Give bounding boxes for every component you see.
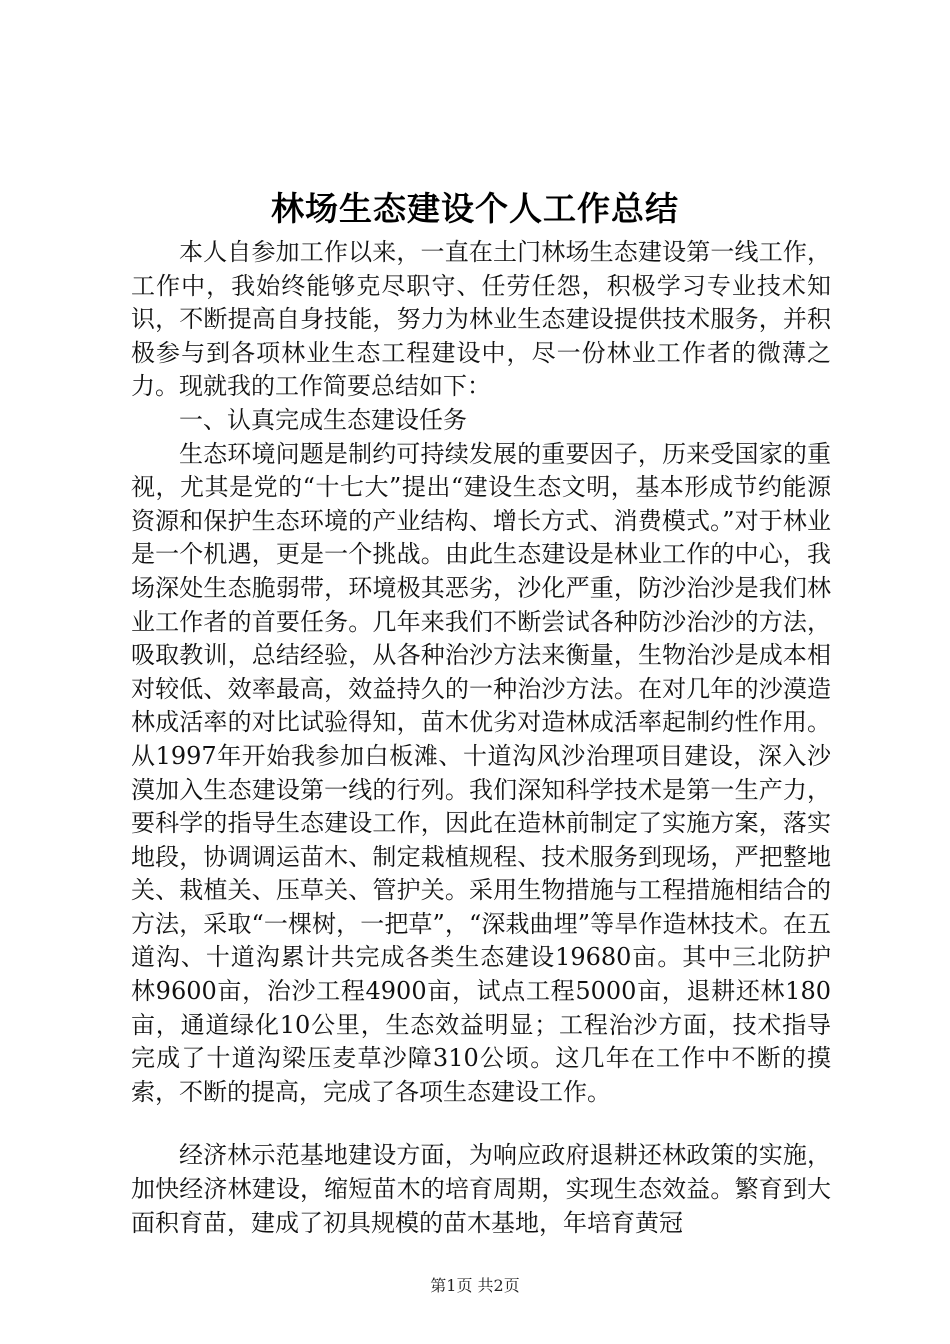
intro-paragraph: 本人自参加工作以来，一直在土门林场生态建设第一线工作，工作中，我始终能够克尽职守、任劳任怨，积极学习专业技术知识，不断提高自身技能，努力为林业生态建设提供技术服务，并积极参与到各项林业生态工程建设中，尽一份林业工作者的微薄之力。现就我的工作简要总结如下： (131, 238, 831, 401)
document-title: 林场生态建设个人工作总结 (271, 189, 679, 228)
page-footer: 第1页 共2页 (430, 1276, 520, 1295)
body-paragraph: 经济林示范基地建设方面，为响应政府退耕还林政策的实施，加快经济林建设，缩短苗木的培育周期，实现生态效益。繁育到大面积育苗，建成了初具规模的苗木基地，年培育黄冠 (131, 1141, 831, 1237)
section-heading: 一、认真完成生态建设任务 (179, 405, 467, 434)
document-body (131, 236, 831, 1240)
body-paragraph: 生态环境问题是制约可持续发展的重要因子，历来受国家的重视，尤其是党的“十七大”提出“建设生态文明，基本形成节约能源资源和保护生态环境的产业结构、增长方式、消费模式。”对于林业是一个机遇，更是一个挑战。由此生态建设是林业工作的中心，我场深处生态脆弱带，环境极其恶劣，沙化严重，防沙治沙是我们林业工作者的首要任务。几年来我们不断尝试各种防沙治沙的方法，吸取教训，总结经验，从各种治沙方法来衡量，生物治沙是成本相对较低、效率最高，效益持久的一种治沙方法。在对几年的沙漠造林成活率的对比试验得知，苗木优劣对造林成活率起制约性作用。从1997年开始我参加白板滩、十道沟风沙治理项目建设，深入沙漠加入生态建设第一线的行列。我们深知科学技术是第一生产力，要科学的指导生态建设工作，因此在造林前制定了实施方案，落实地段，协调调运苗木、制定栽植规程、技术服务到现场，严把整地关、栽植关、压草关、管护关。采用生物措施与工程措施相结合的方法，采取“一棵树，一把草”，“深栽曲埋”等旱作造林技术。在五道沟、十道沟累计共完成各类生态建设19680亩。其中三北防护林9600亩，治沙工程4900亩，试点工程5000亩，退耕还林180亩，通道绿化10公里，生态效益明显；工程治沙方面，技术指导完成了十道沟梁压麦草沙障310公顷。这几年在工作中不断的摸索，不断的提高，完成了各项生态建设工作。 (131, 439, 831, 1106)
